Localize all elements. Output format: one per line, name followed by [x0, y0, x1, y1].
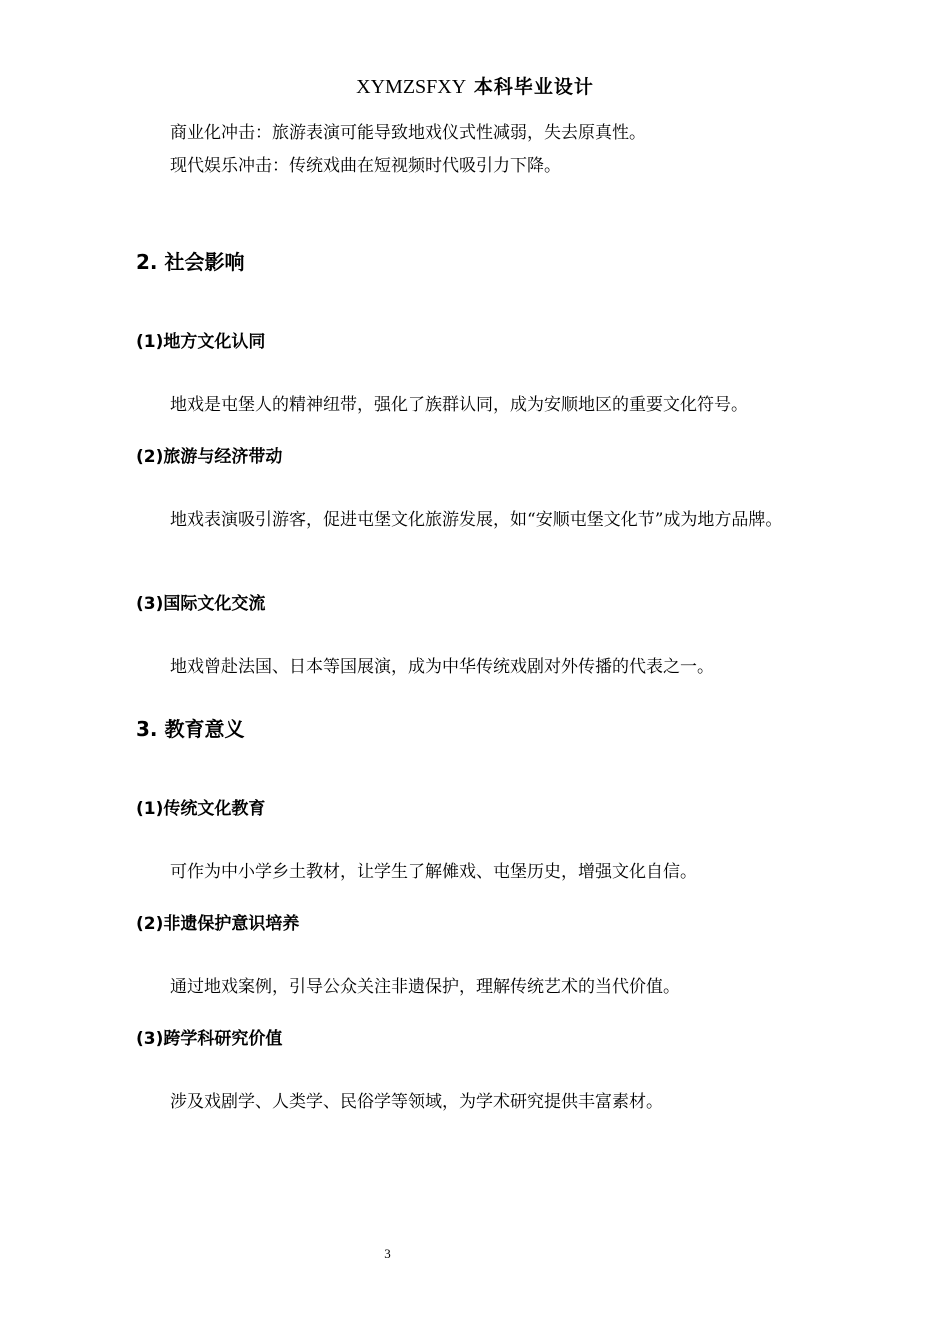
page-header	[0, 72, 950, 99]
paragraph-tourism-economy: 地戏表演吸引游客，促进屯堡文化旅游发展，如“安顺屯堡文化节”成为地方品牌。	[170, 510, 783, 530]
header-latin: XYMZSFXY	[356, 76, 467, 98]
subheading-heritage-awareness: (2)非遗保护意识培养	[136, 914, 300, 934]
section-heading-education: 3. 教育意义	[136, 717, 245, 741]
subheading-cultural-identity: (1)地方文化认同	[136, 332, 266, 352]
paragraph-commercialization: 商业化冲击：旅游表演可能导致地戏仪式性减弱，失去原真性。	[170, 123, 646, 143]
page-number: 3	[384, 1246, 391, 1261]
subheading-interdisciplinary: (3)跨学科研究价值	[136, 1029, 283, 1049]
section-heading-social-impact: 2. 社会影响	[136, 250, 245, 274]
subheading-tourism-economy: (2)旅游与经济带动	[136, 447, 283, 467]
paragraph-cultural-identity: 地戏是屯堡人的精神纽带，强化了族群认同，成为安顺地区的重要文化符号。	[170, 395, 748, 415]
paragraph-heritage-awareness: 通过地戏案例，引导公众关注非遗保护，理解传统艺术的当代价值。	[170, 977, 680, 997]
paragraph-interdisciplinary: 涉及戏剧学、人类学、民俗学等领域，为学术研究提供丰富素材。	[170, 1092, 663, 1112]
paragraph-traditional-education: 可作为中小学乡土教材，让学生了解傩戏、屯堡历史，增强文化自信。	[170, 862, 697, 882]
paragraph-international-exchange: 地戏曾赴法国、日本等国展演，成为中华传统戏剧对外传播的代表之一。	[170, 657, 714, 677]
paragraph-modern-entertainment: 现代娱乐冲击：传统戏曲在短视频时代吸引力下降。	[170, 156, 561, 176]
subheading-international-exchange: (3)国际文化交流	[136, 594, 266, 614]
header-title: 本科毕业设计	[466, 76, 594, 98]
subheading-traditional-education: (1)传统文化教育	[136, 799, 266, 819]
